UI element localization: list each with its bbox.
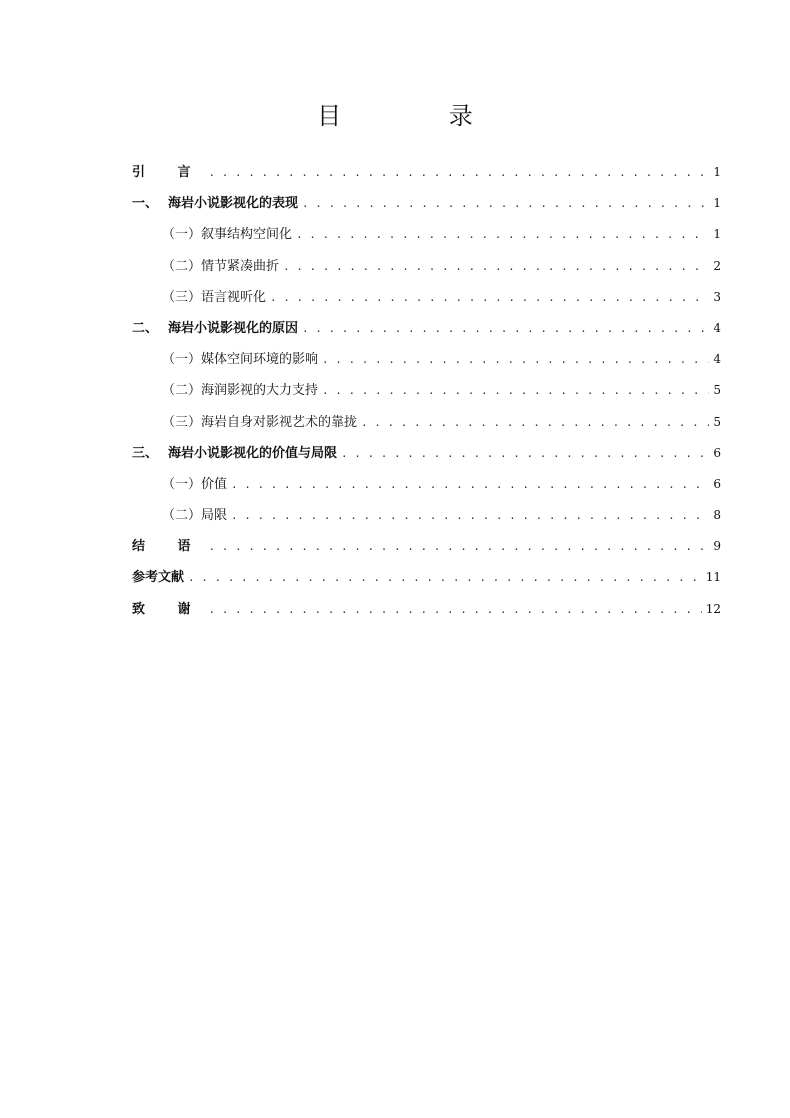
- dot-leader: [209, 600, 702, 620]
- toc-entry-label: [162, 381, 318, 401]
- toc-entry-text: （二）海润影视的大力支持: [162, 383, 319, 399]
- toc-entry-number: 一、: [132, 196, 159, 212]
- toc-entry[interactable]: [132, 505, 721, 536]
- toc-entry-page: 9: [713, 539, 721, 554]
- table-of-contents: [132, 162, 721, 630]
- toc-entry-text: （二）局限: [162, 508, 228, 524]
- dot-leader: [231, 506, 709, 526]
- toc-entry-page: 4: [713, 352, 721, 367]
- toc-entry-page: 1: [713, 165, 721, 179]
- dot-leader: [341, 444, 709, 464]
- toc-entry[interactable]: [132, 536, 721, 567]
- dot-leader: [302, 319, 709, 339]
- toc-entry-label: [132, 194, 298, 214]
- toc-entry-label: [132, 163, 205, 183]
- toc-entry-label: [132, 444, 337, 464]
- dot-leader: [270, 288, 709, 308]
- toc-entry-text: 海岩小说影视化的价值与局限: [168, 445, 338, 461]
- dot-leader: [188, 568, 702, 588]
- dot-leader: [322, 381, 709, 401]
- toc-entry[interactable]: [132, 599, 721, 630]
- toc-entry-page: 2: [713, 258, 721, 273]
- dot-leader: [296, 225, 709, 245]
- toc-entry-text: （三）语言视听化: [162, 289, 267, 305]
- dot-leader: [209, 163, 709, 183]
- toc-entry-page: 4: [713, 320, 721, 335]
- toc-entry[interactable]: [132, 474, 721, 505]
- toc-entry[interactable]: [132, 193, 721, 224]
- toc-entry-text: （一）媒体空间环境的影响: [162, 352, 319, 368]
- toc-entry[interactable]: [132, 380, 721, 411]
- toc-entry-page: 12: [705, 601, 721, 616]
- toc-entry-text: 结 语: [132, 539, 205, 555]
- toc-entry-text: 参考文献: [132, 570, 185, 586]
- toc-entry-page: 11: [705, 570, 721, 585]
- toc-entry-page: 5: [713, 414, 721, 429]
- toc-entry-text: 海岩小说影视化的表现: [168, 196, 299, 212]
- toc-entry-label: [132, 537, 205, 557]
- toc-entry-page: 5: [713, 383, 721, 398]
- toc-entry-text: （三）海岩自身对影视艺术的靠拢: [162, 414, 358, 430]
- toc-entry[interactable]: [132, 567, 721, 598]
- toc-entry-number: 二、: [132, 320, 159, 336]
- toc-entry-label: [132, 600, 205, 620]
- toc-entry-text: 致 谢: [132, 601, 205, 617]
- toc-entry[interactable]: [132, 256, 721, 287]
- toc-entry[interactable]: [132, 318, 721, 349]
- toc-entry-label: [132, 319, 298, 339]
- dot-leader: [283, 257, 709, 277]
- toc-entry-label: [162, 475, 227, 495]
- toc-entry-page: 1: [713, 196, 721, 211]
- toc-entry-label: [162, 225, 292, 245]
- toc-entry[interactable]: [132, 412, 721, 443]
- toc-entry-label: [162, 350, 318, 370]
- toc-entry-label: [162, 257, 279, 277]
- dot-leader: [231, 475, 709, 495]
- toc-title: 目 录: [317, 102, 523, 130]
- toc-entry[interactable]: [132, 443, 721, 474]
- dot-leader: [209, 537, 709, 557]
- toc-entry-number: 三、: [132, 445, 159, 461]
- toc-entry[interactable]: [132, 349, 721, 380]
- toc-entry-page: 1: [713, 227, 721, 242]
- dot-leader: [302, 194, 709, 214]
- toc-entry-page: 6: [713, 476, 721, 491]
- toc-entry-text: （一）叙事结构空间化: [162, 227, 293, 243]
- toc-entry-label: [132, 568, 184, 588]
- dot-leader: [361, 413, 709, 433]
- dot-leader: [322, 350, 709, 370]
- toc-entry[interactable]: [132, 162, 721, 193]
- toc-entry-page: 3: [713, 289, 721, 304]
- toc-entry-page: 6: [713, 445, 721, 460]
- toc-entry-label: [162, 288, 266, 308]
- toc-entry-page: 8: [713, 508, 721, 523]
- toc-entry-text: （一）价值: [162, 476, 228, 492]
- toc-entry-text: （二）情节紧凑曲折: [162, 258, 280, 274]
- toc-entry-text: 海岩小说影视化的原因: [168, 320, 299, 336]
- toc-entry[interactable]: [132, 287, 721, 318]
- toc-entry-label: [162, 506, 227, 526]
- toc-entry[interactable]: [132, 224, 721, 255]
- toc-entry-label: [162, 413, 357, 433]
- toc-entry-text: 引 言: [132, 165, 205, 180]
